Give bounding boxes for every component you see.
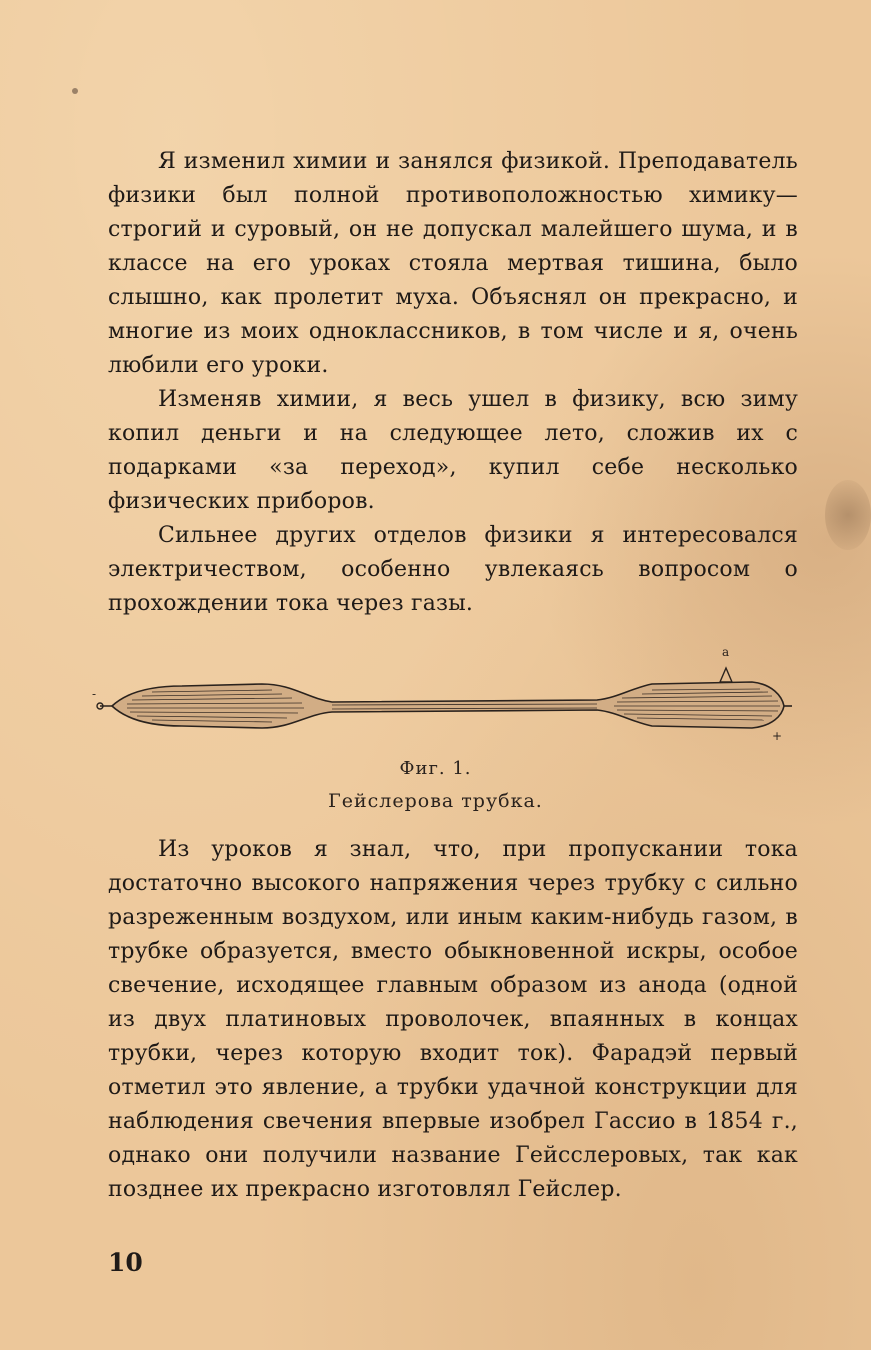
label-a: a [722,645,730,659]
figure-number-caption: Фиг. 1. [399,758,472,779]
page-number: 10 [108,1248,143,1277]
paragraph-winter-savings: Изменяв химии, я весь ушел в физику, всю зиму копил деньги и на следующее лето, сложив их с подарками «за переход», купил себе несколько физических приборов. [108,387,798,514]
paragraph-electricity-interest: Сильнее других отделов физики я интересовался электричеством, особенно увлекаясь вопросом о прохождении тока через газы. [108,523,798,616]
anode-marker [720,668,732,682]
paragraph-chemistry-physics: Я изменил химии и занялся физикой. Преподаватель физики был полной противоположностью химику—строгий и суровый, он не допускал малейшего шума, и в классе на его уроках стояла мертвая тишина, было слышно, как пролетит муха. Объяснял он прекрасно, и многие из моих одноклассников, в том числе и я, очень любили его уроки. [108,149,798,378]
top-text-block [108,145,798,621]
geissler-tube-illustration [92,640,792,750]
label-minus: - [92,687,97,701]
geissler-tube-figure [92,640,792,750]
paper-stain [825,480,871,550]
paragraph-geissler-history: Из уроков я знал, что, при пропускании тока достаточно высокого напряжения через трубку с сильно разреженным воздухом, или иным каким-нибудь газом, в трубке образуется, вместо обыкновенной искры, особое свечение, исходящее главным образом из анода (одной из двух платиновых проволочек, впаянных в концах трубки, через которую входит ток). Фарадэй первый отметил это явление, а трубки удачной конструкции для наблюдения свечения впервые изобрел Гассио в 1854 г., однако они получили название Гейсслеровых, так как позднее их прекрасно изготовлял Гейслер. [108,837,798,1202]
paper-speck [72,88,78,94]
bottom-text-block [108,833,798,1207]
figure-title-caption: Гейслерова трубка. [328,790,543,812]
label-plus: + [772,729,783,743]
